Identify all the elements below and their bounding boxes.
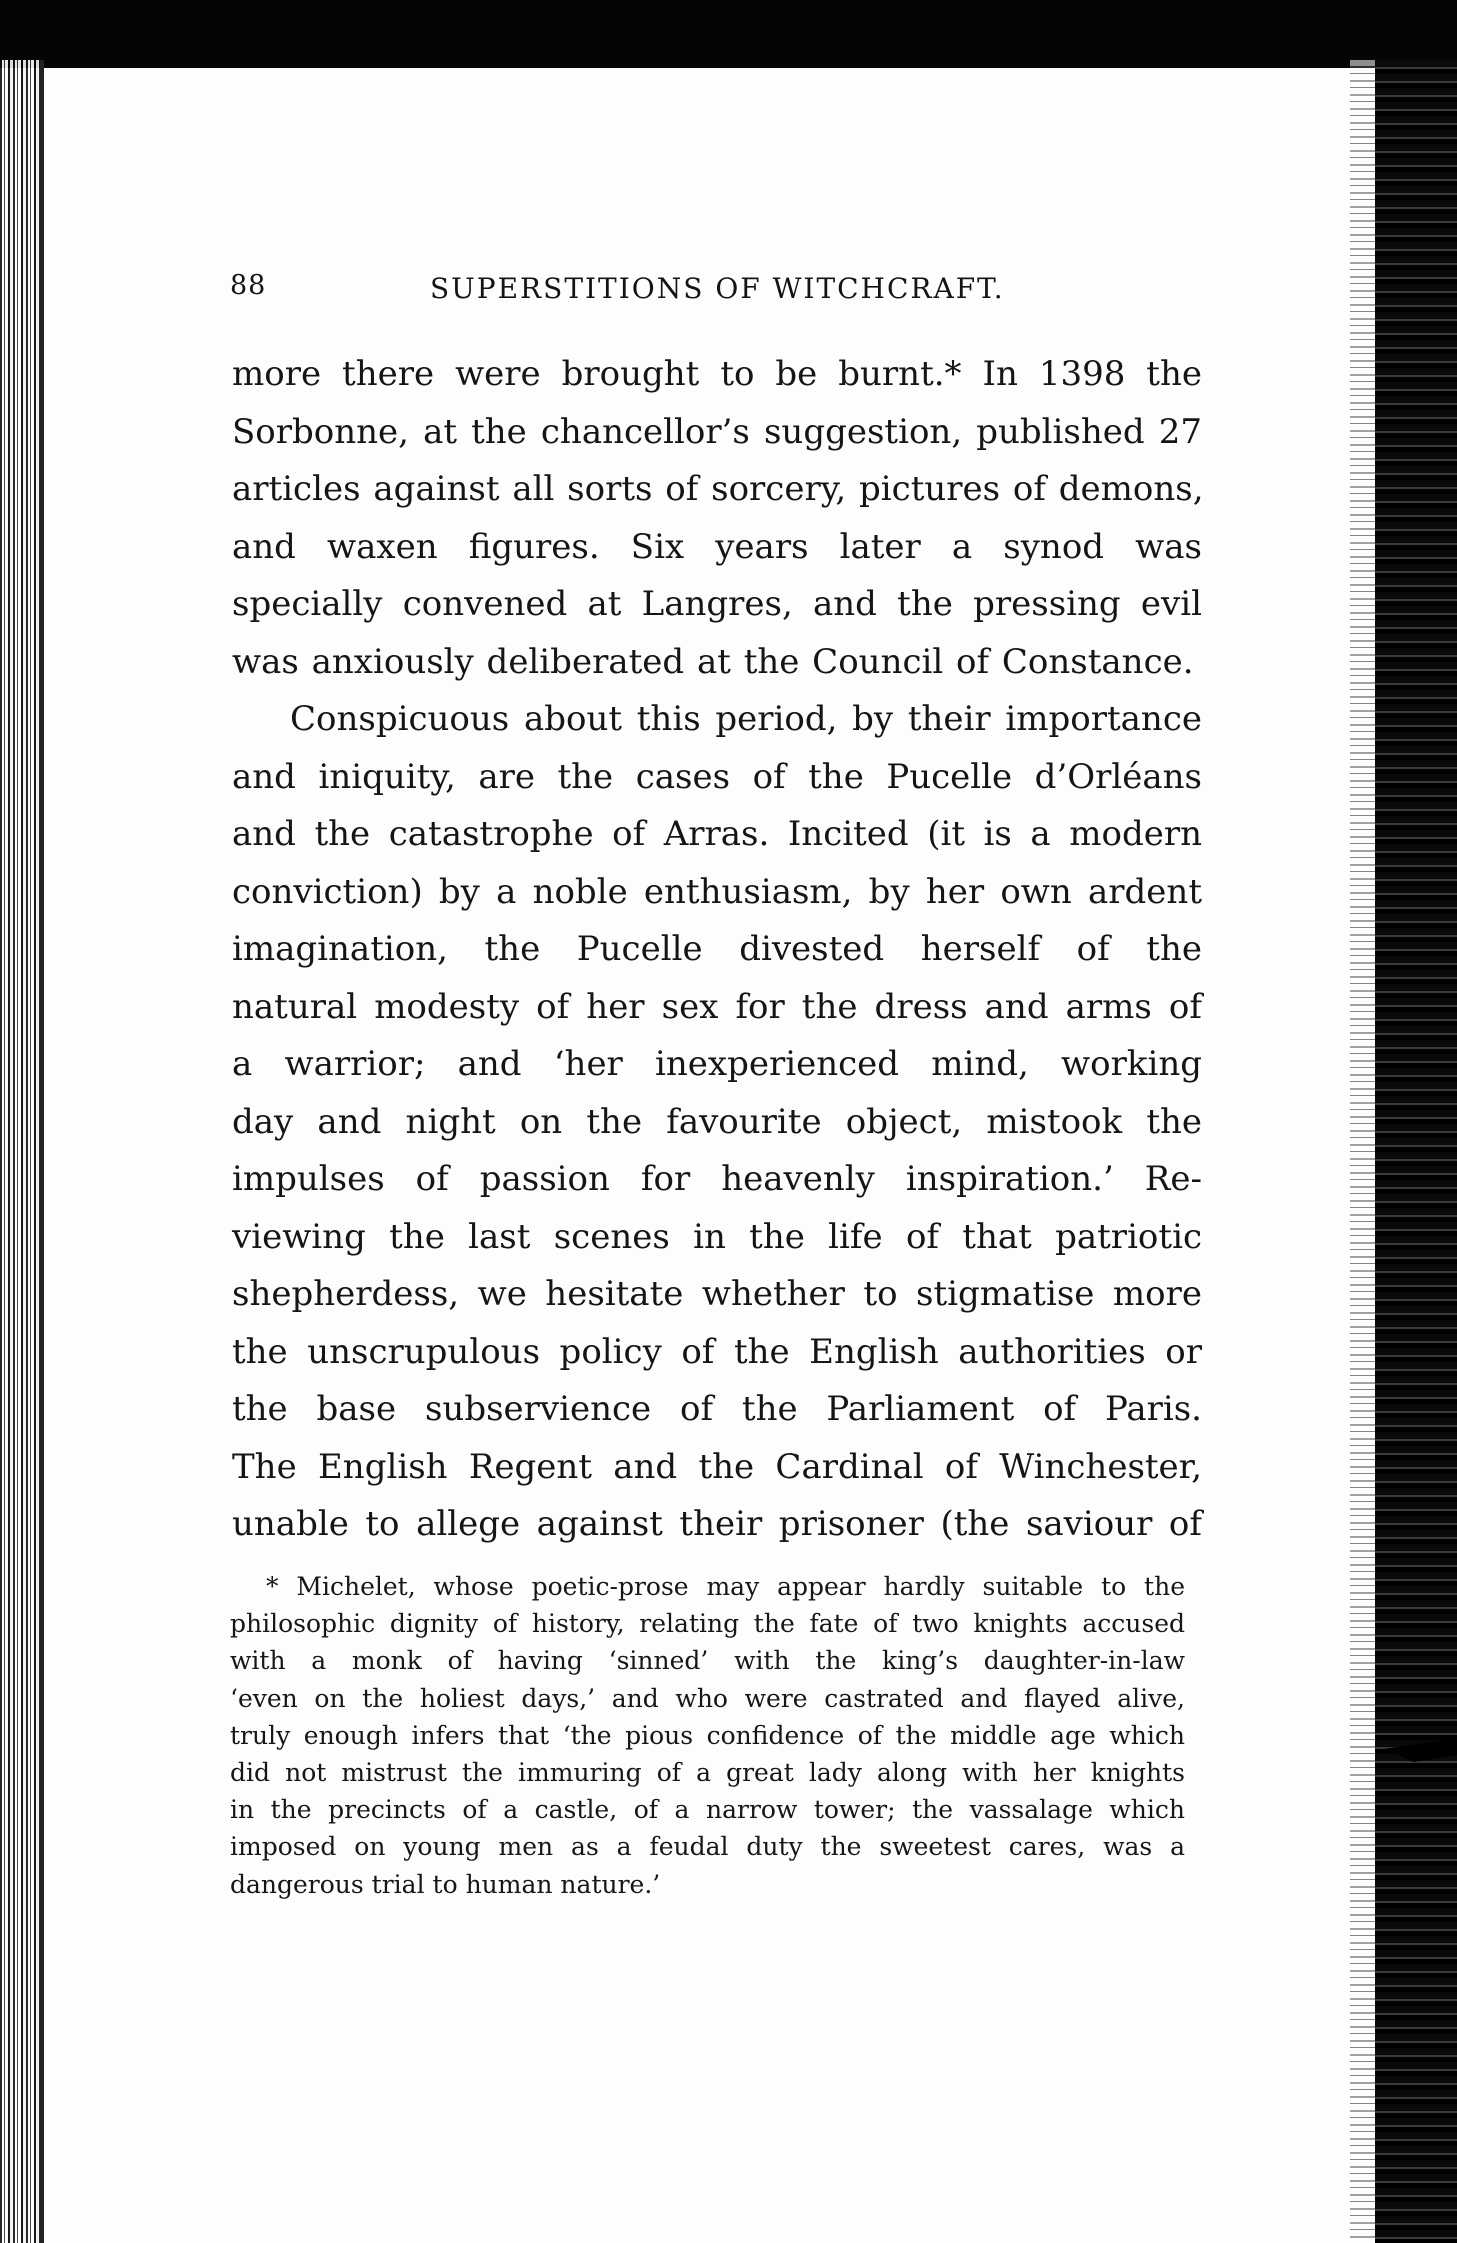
page-number: 88 [230,270,267,301]
text-line: natural modesty of her sex for the dress and arms of [232,986,1202,1027]
scan-page-edge-fade [1350,60,1376,2243]
text-line: imagination, the Pucelle divested herself of the [232,929,1202,969]
scan-binding-edge [0,60,40,2243]
footnote-line: dangerous trial to human nature.’ [230,1869,661,1899]
footnote-line: truly enough infers that ‘the pious confidence of the middle age which [230,1720,1185,1750]
text-line: Sorbonne, at the chancellor’s suggestion, published 27 [232,411,1202,452]
text-line: unable to allege against their prisoner (the saviour of [232,1504,1202,1544]
footnote-line: imposed on young men as a feudal duty the sweetest cares, was a [230,1832,1185,1862]
text-line: more there were brought to be burnt.* In 1398 the [232,354,1202,394]
main-text [232,346,1202,1554]
text-line: a warrior; and ‘her inexperienced mind, working [232,1044,1202,1084]
footnote-line: * Michelet, whose poetic-prose may appear hardly suitable to the [266,1572,1185,1601]
page-header [230,270,1040,320]
text-line: and waxen figures. Six years later a synod was [232,526,1202,567]
text-line: shepherdess, we hesitate whether to stigmatise more [232,1274,1202,1314]
footnote-line: philosophic dignity of history, relating the fate of two knights accused [230,1609,1185,1639]
text-line: impulses of passion for heavenly inspiration.’ Re- [232,1159,1202,1199]
footnote-line: with a monk of having ‘sinned’ with the king’s daughter-in-law [230,1646,1185,1676]
text-line: viewing the last scenes in the life of that patriotic [232,1216,1202,1257]
text-line: and the catastrophe of Arras. Incited (it is a modern [232,814,1202,854]
paragraph-start-line: Conspicuous about this period, by their importance [290,699,1202,739]
footnote-line: did not mistrust the immuring of a great lady along with her knights [230,1757,1185,1787]
footnote-line: in the precincts of a castle, of a narrow tower; the vassalage which [230,1795,1185,1825]
text-line: The English Regent and the Cardinal of Winchester, [232,1446,1202,1487]
footnote-line: ‘even on the holiest days,’ and who were castrated and flayed alive, [230,1683,1185,1713]
scan-top-edge [0,0,1457,68]
text-line: the base subservience of the Parliament of Paris. [232,1389,1202,1429]
text-line: specially convened at Langres, and the pressing evil [232,584,1202,624]
text-line: and iniquity, are the cases of the Pucelle d’Orléans [232,756,1202,797]
footnote [230,1568,1185,1903]
text-line: articles against all sorts of sorcery, pictures of demons, [232,469,1204,509]
text-line: day and night on the favourite object, mistook the [232,1101,1202,1142]
text-line: was anxiously deliberated at the Council of Constance. [232,641,1194,682]
text-line: conviction) by a noble enthusiasm, by her own ardent [232,871,1202,912]
scan-page-stack-edge [1375,60,1457,2243]
scan-binding-shadow [40,60,44,2243]
text-line: the unscrupulous policy of the English authorities or [232,1331,1202,1372]
running-title: SUPERSTITIONS OF WITCHCRAFT. [430,272,1005,305]
